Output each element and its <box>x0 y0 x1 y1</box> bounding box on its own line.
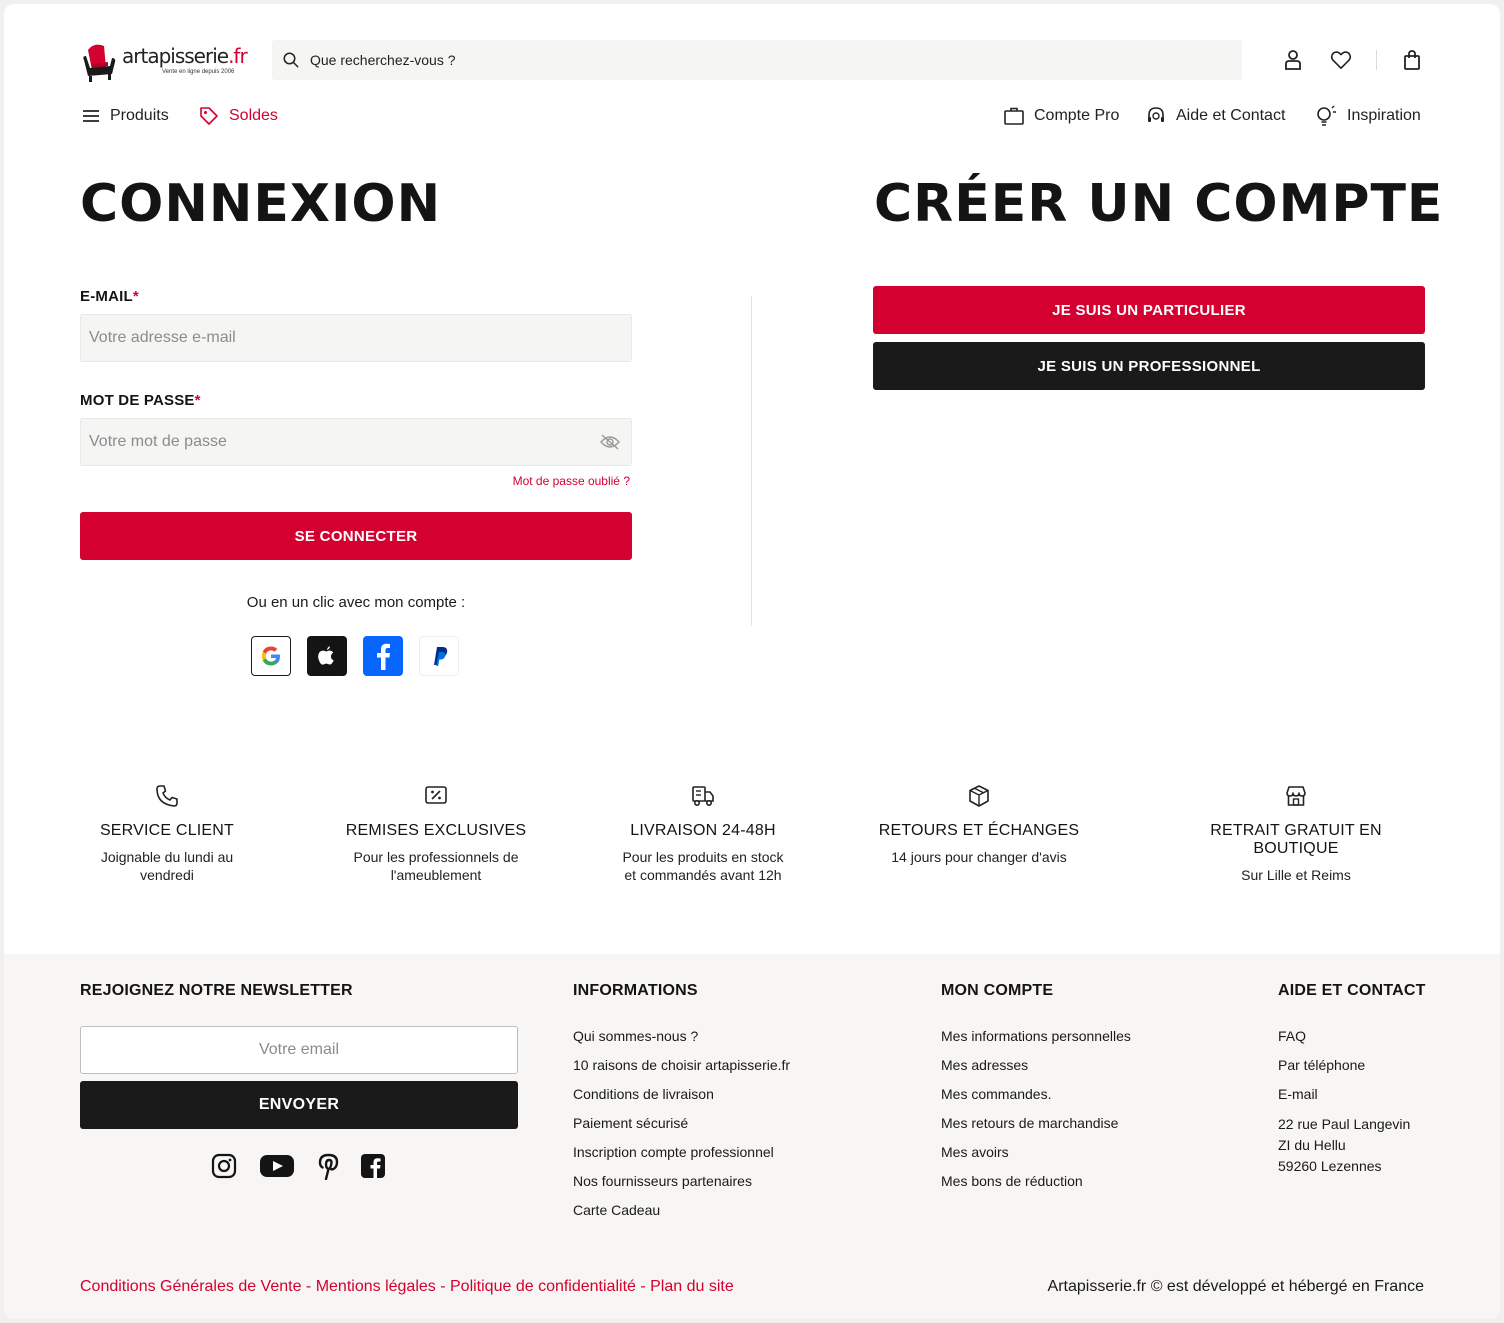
store-icon <box>1166 784 1426 810</box>
nav-inspiration[interactable] <box>1315 102 1421 130</box>
box-icon <box>849 784 1109 810</box>
feature-desc: Sur Lille et Reims <box>1241 867 1351 883</box>
feature-title: LIVRAISON 24-48H <box>630 822 776 839</box>
legal-separator: - <box>301 1278 316 1295</box>
footer-link[interactable]: Mes avoirs <box>941 1144 1009 1160</box>
feature-desc: Pour les produits en stock et commandés avant 12h <box>622 849 784 883</box>
feature-desc: Pour les professionnels de l'ameublement <box>353 849 519 883</box>
header-separator <box>1376 50 1377 70</box>
discount-icon <box>306 784 566 810</box>
store-address <box>1278 1114 1410 1177</box>
feature-desc: Joignable du lundi au vendredi <box>100 849 234 883</box>
footer-link[interactable]: Mes commandes. <box>941 1086 1052 1102</box>
footer-link[interactable]: Mes adresses <box>941 1057 1029 1073</box>
informations-list <box>573 1022 790 1225</box>
address-line: 22 rue Paul Langevin <box>1278 1116 1411 1132</box>
search-icon <box>282 51 300 69</box>
bag-icon[interactable] <box>1400 48 1424 72</box>
footer-link[interactable]: Inscription compte professionnel <box>573 1144 774 1160</box>
feature-title: REMISES EXCLUSIVES <box>345 822 527 839</box>
cgv-link[interactable]: Conditions Générales de Vente <box>80 1278 302 1295</box>
truck-icon <box>573 784 833 810</box>
password-placeholder: Votre mot de passe <box>89 433 227 450</box>
footer-link[interactable]: Par téléphone <box>1278 1057 1366 1073</box>
informations-title: INFORMATIONS <box>573 982 698 999</box>
vertical-divider <box>751 296 752 626</box>
paypal-icon[interactable] <box>419 636 459 676</box>
register-title: CRÉER UN COMPTE <box>874 174 1444 234</box>
pinterest-icon[interactable] <box>316 1152 340 1180</box>
facebook-icon[interactable] <box>363 636 403 676</box>
footer-link[interactable]: Conditions de livraison <box>573 1086 714 1102</box>
mon-compte-list <box>941 1022 1131 1196</box>
armchair-logo-icon <box>80 40 120 84</box>
footer-link[interactable]: Nos fournisseurs partenaires <box>573 1173 752 1189</box>
address-line: 59260 Lezennes <box>1278 1158 1382 1174</box>
feature-livraison <box>573 784 833 884</box>
legal-separator: - <box>635 1278 651 1295</box>
password-field[interactable] <box>80 418 632 466</box>
tag-icon <box>199 106 219 126</box>
footer-link[interactable]: Qui sommes-nous ? <box>573 1028 699 1044</box>
aide-contact-title: AIDE ET CONTACT <box>1278 982 1426 999</box>
nav-inspiration-label: Inspiration <box>1347 107 1421 124</box>
page <box>4 4 1500 1319</box>
nav-compte-pro[interactable] <box>1004 102 1119 130</box>
feature-title: RETOURS ET ÉCHANGES <box>878 822 1080 839</box>
feature-title: RETRAIT GRATUIT EN BOUTIQUE <box>1210 822 1382 857</box>
one-click-text: Ou en un clic avec mon compte : <box>246 594 466 611</box>
feature-retours <box>849 784 1109 866</box>
address-line: ZI du Hellu <box>1278 1137 1346 1153</box>
legal-separator: - <box>435 1278 450 1295</box>
site-logo[interactable] <box>80 38 247 86</box>
professionnel-button[interactable]: JE SUIS UN PROFESSIONNEL <box>873 342 1425 390</box>
nav-soldes-label: Soldes <box>229 107 278 124</box>
footer-link[interactable]: Mes bons de réduction <box>941 1173 1083 1189</box>
mon-compte-title: MON COMPTE <box>941 982 1054 999</box>
aide-contact-list <box>1278 1022 1365 1109</box>
mentions-legales-link[interactable]: Mentions légales <box>315 1278 436 1295</box>
nav-produits-label: Produits <box>110 107 169 124</box>
apple-icon[interactable] <box>307 636 347 676</box>
feature-desc: 14 jours pour changer d'avis <box>891 849 1067 865</box>
nav-compte-pro-label: Compte Pro <box>1034 107 1120 124</box>
youtube-icon[interactable] <box>258 1152 296 1180</box>
newsletter-title: REJOIGNEZ NOTRE NEWSLETTER <box>80 982 353 999</box>
email-placeholder: Votre adresse e-mail <box>89 329 236 346</box>
newsletter-email-input[interactable] <box>80 1026 518 1074</box>
feature-retrait <box>1166 784 1426 884</box>
search-bar[interactable] <box>272 40 1242 80</box>
footer-link[interactable]: Mes informations personnelles <box>941 1028 1131 1044</box>
footer-link[interactable]: FAQ <box>1278 1028 1307 1044</box>
newsletter-placeholder: Votre email <box>258 1041 340 1058</box>
briefcase-icon <box>1004 107 1024 125</box>
nav-produits[interactable] <box>82 102 169 130</box>
google-icon[interactable] <box>251 636 291 676</box>
footer-link[interactable]: Carte Cadeau <box>573 1202 661 1218</box>
search-input[interactable]: Que recherchez-vous ? <box>310 52 456 68</box>
particulier-button[interactable]: JE SUIS UN PARTICULIER <box>873 286 1425 334</box>
confidentialite-link[interactable]: Politique de confidentialité <box>450 1278 636 1295</box>
footer-link[interactable]: E-mail <box>1278 1086 1318 1102</box>
logo-wordmark: artapisserie.fr <box>122 44 247 68</box>
heart-icon[interactable] <box>1329 48 1353 72</box>
footer-link[interactable]: Paiement sécurisé <box>573 1115 689 1131</box>
legal-links <box>80 1278 734 1296</box>
nav-aide-contact-label: Aide et Contact <box>1176 107 1286 124</box>
forgot-password-link[interactable]: Mot de passe oublié ? <box>512 474 630 488</box>
logo-tagline: Vente en ligne depuis 2006 <box>162 69 235 75</box>
headset-icon <box>1146 106 1166 126</box>
lightbulb-icon <box>1315 105 1337 127</box>
phone-icon <box>37 784 297 810</box>
menu-icon <box>82 109 100 123</box>
instagram-icon[interactable] <box>210 1152 238 1180</box>
copyright: Artapisserie.fr © est développé et hébergé en France <box>1047 1278 1424 1295</box>
nav-aide-contact[interactable] <box>1146 102 1285 130</box>
login-title: CONNEXION <box>80 174 442 234</box>
feature-title: SERVICE CLIENT <box>99 822 235 839</box>
password-label: MOT DE PASSE* <box>80 392 201 409</box>
facebook-icon[interactable] <box>360 1152 386 1180</box>
feature-remises <box>306 784 566 884</box>
footer-link[interactable]: 10 raisons de choisir artapisserie.fr <box>573 1057 791 1073</box>
newsletter-submit-button[interactable]: ENVOYER <box>80 1081 518 1129</box>
user-icon[interactable] <box>1281 48 1305 72</box>
email-label: E-MAIL* <box>80 288 139 305</box>
nav-soldes[interactable] <box>199 102 278 130</box>
footer-link[interactable]: Mes retours de marchandise <box>941 1115 1119 1131</box>
email-field[interactable] <box>80 314 632 362</box>
eye-off-icon[interactable] <box>600 434 620 450</box>
plan-du-site-link[interactable]: Plan du site <box>650 1278 734 1295</box>
feature-service-client <box>37 784 297 884</box>
login-button[interactable]: SE CONNECTER <box>80 512 632 560</box>
